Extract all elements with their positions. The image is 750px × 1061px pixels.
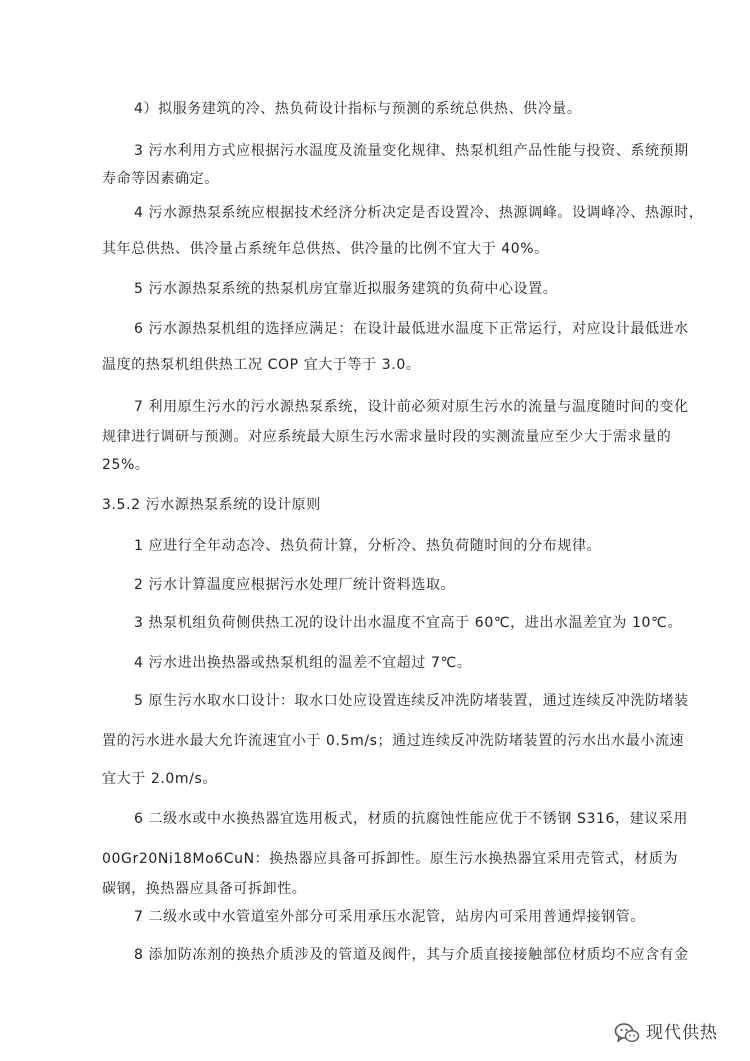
- section-heading: 3.5.2 污水源热泵系统的设计原则: [102, 497, 321, 513]
- wechat-watermark: [614, 1022, 718, 1044]
- text-line: 宜大于 2.0m/s。: [102, 771, 217, 787]
- watermark-label: 现代供热: [646, 1023, 718, 1043]
- text-line: 3 污水利用方式应根据污水温度及流量变化规律、热泵机组产品性能与投资、系统预期: [134, 143, 689, 159]
- text-line: 寿命等因素确定。: [102, 171, 219, 187]
- text-line: 4 污水源热泵系统应根据技术经济分析决定是否设置冷、热源调峰。设调峰冷、热源时，: [134, 205, 704, 221]
- text-line: 2 污水计算温度应根据污水处理厂统计资料选取。: [134, 577, 456, 593]
- text-line: 置的污水进水最大允许流速宜小于 0.5m/s；通过连续反冲洗防堵装置的污水出水最小流速: [102, 733, 685, 749]
- text-line: 25%。: [102, 457, 150, 473]
- text-line: 1 应进行全年动态冷、热负荷计算，分析冷、热负荷随时间的分布规律。: [134, 538, 602, 554]
- text-line: 5 污水源热泵系统的热泵机房宜靠近拟服务建筑的负荷中心设置。: [134, 281, 558, 297]
- text-line: 7 二级水或中水管道室外部分可采用承压水泥管，站房内可采用普通焊接钢管。: [134, 909, 645, 925]
- text-line: 00Gr20Ni18Mo6CuN：换热器应具备可拆卸性。原生污水换热器宜采用壳管式，材质为: [102, 851, 679, 867]
- text-line: 6 二级水或中水换热器宜选用板式，材质的抗腐蚀性能应优于不锈钢 S316，建议采用: [134, 811, 689, 827]
- text-line: 6 污水源热泵机组的选择应满足：在设计最低进水温度下正常运行，对应设计最低进水: [134, 321, 689, 337]
- text-line: 3 热泵机组负荷侧供热工况的设计出水温度不宜高于 60℃，进出水温差宜为 10℃。: [134, 615, 682, 631]
- text-line: 其年总供热、供冷量占系统年总供热、供冷量的比例不宜大于 40%。: [102, 241, 549, 257]
- wechat-icon: [614, 1022, 640, 1044]
- text-line: 4）拟服务建筑的冷、热负荷设计指标与预测的系统总供热、供冷量。: [134, 101, 582, 117]
- text-line: 7 利用原生污水的污水源热泵系统，设计前必须对原生污水的流量与温度随时间的变化: [134, 399, 689, 415]
- text-line: 4 污水进出换热器或热泵机组的温差不宜超过 7℃。: [134, 655, 472, 671]
- text-line: 5 原生污水取水口设计：取水口处应设置连续反冲洗防堵装置，通过连续反冲洗防堵装: [134, 693, 689, 709]
- text-line: 8 添加防冻剂的换热介质涉及的管道及阀件，其与介质直接接触部位材质均不应含有金: [134, 947, 689, 963]
- text-line: 碳钢，换热器应具备可拆卸性。: [102, 881, 307, 897]
- text-line: 温度的热泵机组供热工况 COP 宜大于等于 3.0。: [102, 357, 421, 373]
- text-line: 规律进行调研与预测。对应系统最大原生污水需求量时段的实测流量应至少大于需求量的: [102, 429, 672, 445]
